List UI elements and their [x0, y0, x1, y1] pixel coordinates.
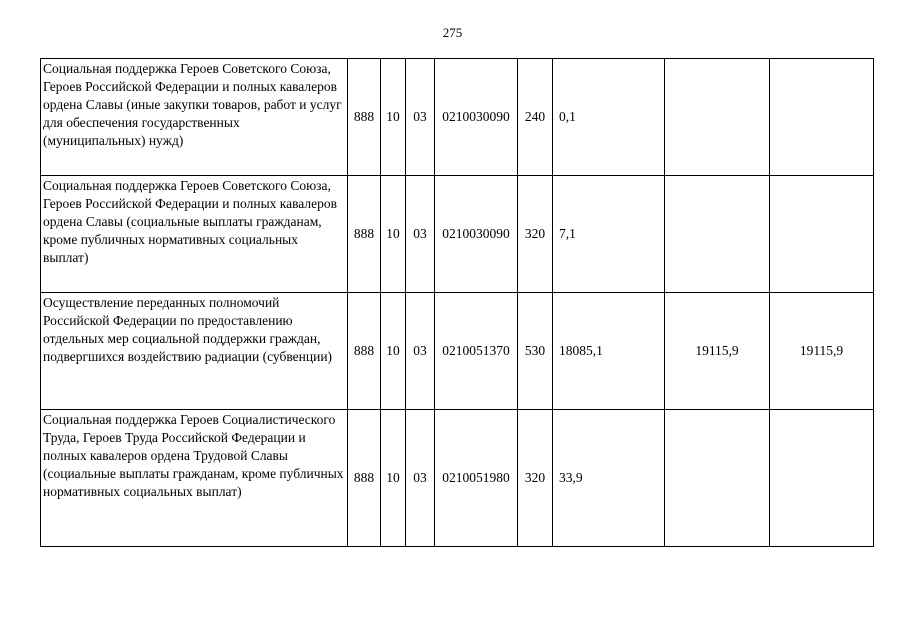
- ministry-code: 888: [348, 293, 381, 410]
- table-row: [41, 59, 874, 176]
- amount-year2: 19115,9: [665, 293, 770, 410]
- section-code: 10: [381, 410, 406, 547]
- row-description: Социальная поддержка Героев Советского Союза, Героев Российской Федерации и полных кавалеров ордена Славы (социальные выплаты гражданам, кроме публичных нормативных социальных выплат): [41, 176, 348, 293]
- amount-year1: 33,9: [553, 410, 665, 547]
- amount-year3: [770, 59, 874, 176]
- subsection-code: 03: [406, 293, 435, 410]
- section-code: 10: [381, 59, 406, 176]
- budget-table: [40, 58, 874, 547]
- target-article-code: 0210051370: [435, 293, 518, 410]
- amount-year1: 18085,1: [553, 293, 665, 410]
- amount-year2: [665, 59, 770, 176]
- section-code: 10: [381, 176, 406, 293]
- target-article-code: 0210051980: [435, 410, 518, 547]
- amount-year2: [665, 176, 770, 293]
- subsection-code: 03: [406, 176, 435, 293]
- table-row: [41, 293, 874, 410]
- expense-type-code: 240: [518, 59, 553, 176]
- ministry-code: 888: [348, 59, 381, 176]
- table-row: [41, 176, 874, 293]
- section-code: 10: [381, 293, 406, 410]
- target-article-code: 0210030090: [435, 59, 518, 176]
- target-article-code: 0210030090: [435, 176, 518, 293]
- ministry-code: 888: [348, 410, 381, 547]
- row-description: Осуществление переданных полномочий Российской Федерации по предоставлению отдельных мер социальной поддержки граждан, подвергшихся воздействию радиации (субвенции): [41, 293, 348, 410]
- page-number: 275: [442, 25, 463, 40]
- expense-type-code: 530: [518, 293, 553, 410]
- amount-year1: 7,1: [553, 176, 665, 293]
- table-row: [41, 410, 874, 547]
- ministry-code: 888: [348, 176, 381, 293]
- subsection-code: 03: [406, 59, 435, 176]
- subsection-code: 03: [406, 410, 435, 547]
- amount-year3: 19115,9: [770, 293, 874, 410]
- amount-year3: [770, 410, 874, 547]
- expense-type-code: 320: [518, 410, 553, 547]
- amount-year1: 0,1: [553, 59, 665, 176]
- expense-type-code: 320: [518, 176, 553, 293]
- row-description: Социальная поддержка Героев Социалистического Труда, Героев Труда Российской Федерации и полных кавалеров ордена Трудовой Славы (социальные выплаты гражданам, кроме публичных нормативных социальных выплат): [41, 410, 348, 547]
- row-description: Социальная поддержка Героев Советского Союза, Героев Российской Федерации и полных кавалеров ордена Славы (иные закупки товаров, работ и услуг для обеспечения государственных (муниципальных) нужд): [41, 59, 348, 176]
- amount-year3: [770, 176, 874, 293]
- amount-year2: [665, 410, 770, 547]
